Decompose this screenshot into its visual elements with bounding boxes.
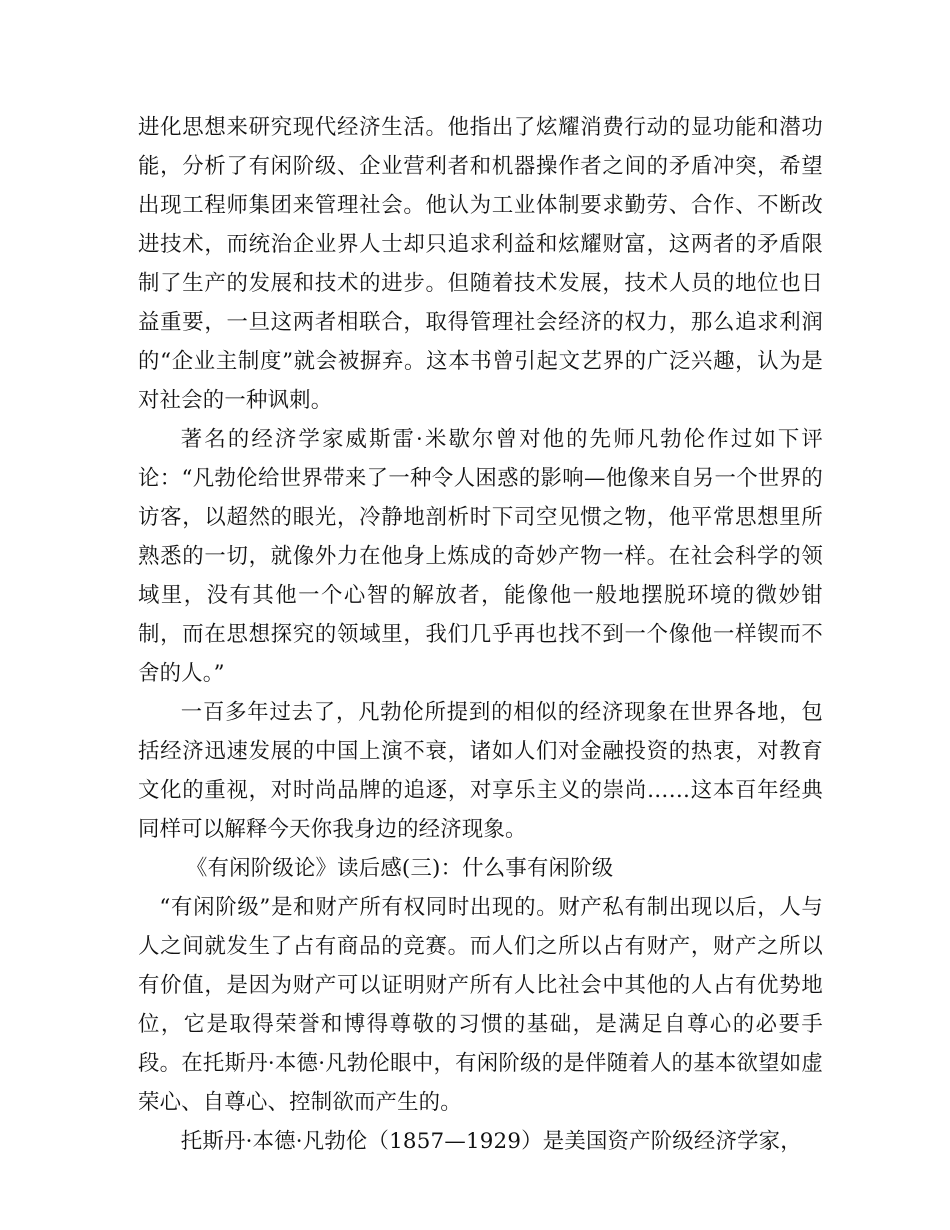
paragraph-veblen-intro: 托斯丹·本德·凡勃伦（1857—1929）是美国资产阶级经济学家， [180,1129,802,1154]
document-body [138,108,823,1161]
paragraph-leisure-class: “有闲阶级”是和财产所有权同时出现的。财产私有制出现以后，人与人之间就发生了占有商品的竞赛。而人们之所以占有财产，财产之所以有价值，是因为财产可以证明财产所有人比社会中其他的人占有优势地位，它是取得荣誉和博得尊敬的习惯的基础，是满足自尊心的必要手段。在托斯丹·本德·凡勃伦眼中，有闲阶级的是伴随着人的基本欲望如虚荣心、自尊心、控制欲而产生的。 [138,895,823,1115]
paragraph-mitchell-quote: 著名的经济学家威斯雷·米歇尔曾对他的先师凡勃伦作过如下评论：“凡勃伦给世界带来了一种令人困惑的影响—他像来自另一个世界的访客，以超然的眼光，冷静地剖析时下司空见惯之物，他平常思想里所熟悉的一切，就像外力在他身上炼成的奇妙产物一样。在社会科学的领域里，没有其他一个心智的解放者，能像他一般地摆脱环境的微妙钳制，而在思想探究的领域里，我们几乎再也找不到一个像他一样锲而不舍的人。” [138,427,823,686]
section-heading: 《有闲阶级论》读后感(三)：什么事有闲阶级 [186,856,614,881]
paragraph-century-later: 一百多年过去了，凡勃伦所提到的相似的经济现象在世界各地，包括经济迅速发展的中国上演不衰，诸如人们对金融投资的热衷，对教育文化的重视，对时尚品牌的追逐，对享乐主义的崇尚……这本百年经典同样可以解释今天你我身边的经济现象。 [138,700,823,842]
paragraph-continuation: 进化思想来研究现代经济生活。他指出了炫耀消费行动的显功能和潜功能，分析了有闲阶级、企业营利者和机器操作者之间的矛盾冲突，希望出现工程师集团来管理社会。他认为工业体制要求勤劳、合作、不断改进技术，而统治企业界人士却只追求利益和炫耀财富，这两者的矛盾限制了生产的发展和技术的进步。但随着技术发展，技术人员的地位也日益重要，一旦这两者相联合，取得管理社会经济的权力，那么追求利润的“企业主制度”就会被摒弃。这本书曾引起文艺界的广泛兴趣，认为是对社会的一种讽刺。 [138,115,823,413]
